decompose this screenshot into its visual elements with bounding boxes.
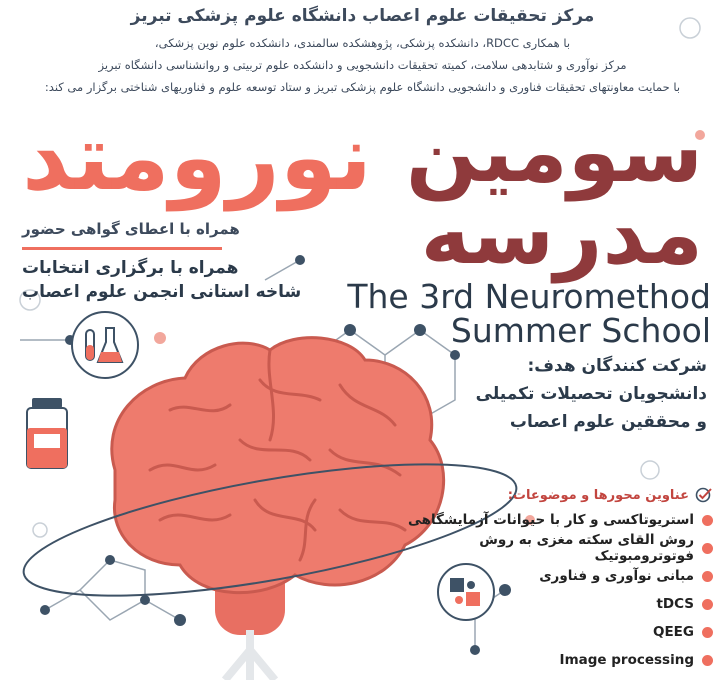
topic-label: مبانی نوآوری و فناوری bbox=[539, 568, 694, 584]
medicine-bottle-icon bbox=[27, 398, 67, 468]
bullet-dot-icon bbox=[702, 571, 713, 582]
bullet-dot-icon bbox=[702, 543, 713, 554]
test-tubes-icon bbox=[72, 312, 138, 378]
election-note-line-2: شاخه استانی انجمن علوم اعصاب bbox=[22, 282, 302, 302]
topic-label: QEEG bbox=[652, 624, 694, 640]
audience-item-1: دانشجویان تحصیلات تکمیلی bbox=[475, 384, 707, 404]
topic-label: tDCS bbox=[656, 596, 694, 612]
title-word-neuromethod: نورومتد bbox=[22, 104, 373, 211]
bullet-dot-icon bbox=[702, 515, 713, 526]
audience-title: شرکت کنندگان هدف: bbox=[527, 356, 707, 376]
topic-item bbox=[383, 590, 713, 618]
collaborators-line-1: با همکاری RDCC، دانشکده پزشکی، پژوهشکده سالمندی، دانشکده علوم نوین پزشکی، bbox=[154, 36, 571, 50]
topic-item bbox=[383, 562, 713, 590]
title-word-third: سومین bbox=[405, 103, 703, 201]
sponsors-line: با حمایت معاونتهای تحقیقات فناوری و دانشجویی دانشگاه علوم پزشکی تبریز و ستاد توسعه علوم و فناوریهای شناختی برگزار می کند: bbox=[44, 80, 681, 94]
bullet-dot-icon bbox=[702, 599, 713, 610]
topics-header bbox=[383, 484, 713, 506]
organizer-title: مرکز تحقیقات علوم اعصاب دانشگاه علوم پزشکی تبریز bbox=[130, 6, 595, 26]
topics-title: عناوین محورها و موضوعات: bbox=[507, 487, 689, 503]
check-icon bbox=[695, 487, 713, 503]
topics-section bbox=[383, 484, 713, 674]
topic-item bbox=[383, 618, 713, 646]
bullet-dot-icon bbox=[702, 627, 713, 638]
topic-item bbox=[383, 534, 713, 562]
topic-label: Image processing bbox=[559, 652, 694, 668]
english-title-line-2: Summer School bbox=[450, 311, 711, 350]
audience-item-2: و محققین علوم اعصاب bbox=[509, 412, 707, 432]
certificate-underline bbox=[22, 247, 222, 250]
english-title-line-1: The 3rd Neuromethod bbox=[347, 277, 711, 316]
certificate-note: همراه با اعطای گواهی حضور bbox=[22, 220, 240, 238]
topic-item bbox=[383, 506, 713, 534]
bullet-dot-icon bbox=[702, 655, 713, 666]
topic-item bbox=[383, 646, 713, 674]
topic-label: استریوتاکسی و کار با حیوانات آزمایشگاهی bbox=[407, 512, 694, 528]
title-word-school: مدرسه bbox=[420, 185, 703, 283]
election-note-line-1: همراه با برگزاری انتخابات bbox=[22, 258, 239, 278]
collaborators-line-2: مرکز نوآوری و شتابدهی سلامت، کمیته تحقیقات دانشجویی و دانشکده علوم تربیتی و روانشناسی دانشگاه تبریز bbox=[98, 58, 627, 72]
topic-label: روش القای سکته مغزی به روش فوتوترومبوتیک bbox=[479, 532, 694, 564]
